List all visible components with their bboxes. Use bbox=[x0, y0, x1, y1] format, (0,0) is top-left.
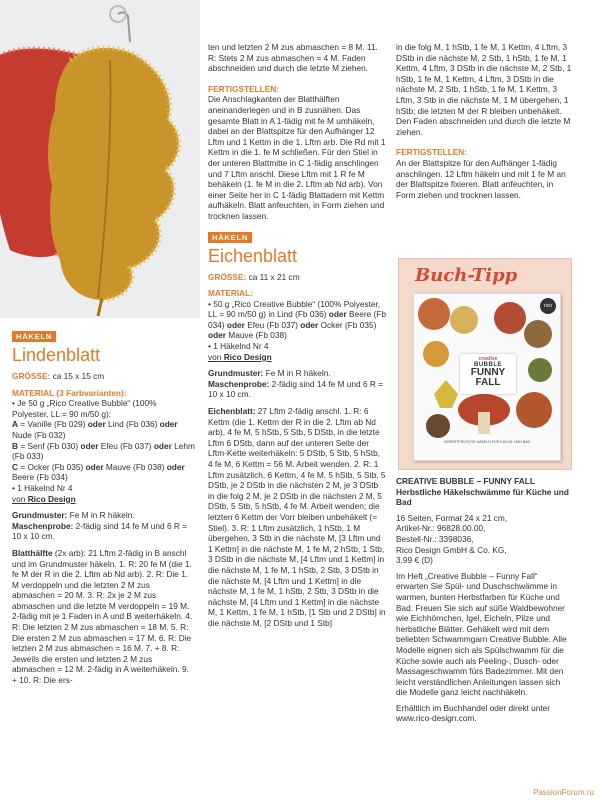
column-right bbox=[396, 42, 574, 206]
book-info bbox=[396, 476, 572, 729]
pattern-title-2: Eichenblatt bbox=[208, 245, 298, 266]
pattern-title: Lindenblatt bbox=[12, 345, 101, 365]
book-heading: CREATIVE BUBBLE – FUNNY FALL Herbstliche Häkelschwämme für Küche und Bad bbox=[396, 476, 569, 508]
size-line: GRÖSSE: ca 15 x 15 cm bbox=[12, 371, 105, 381]
lindenblatt-continuation: ten und letzten 2 M zus abmaschen = 8 M. 11. R: Stets 2 M zus abmaschen = 4 M. Faden abschneiden und durch die letzte M ziehen. bbox=[208, 42, 378, 74]
size-line-2: GRÖSSE: ca 11 x 21 cm bbox=[208, 271, 300, 282]
material-block: MATERIAL (3 Farbvarianten): • Je 50 g „Rico Creative Bubble“ (100% Polyester, LL = 90 m/50 g): A = Vanille (Fb 029) oder Lind (Fb 036) oder Nude (Fb 032) B = Senf (Fb 030) oder Efeu (Fb 037) oder Lehm (Fb 033) C = Ocker (Fb 035) oder Mauve (Fb 038) oder Beere (Fb 034) • 1 Häkelnd Nr 4 von Rico Design bbox=[12, 387, 195, 504]
grundmuster-2: Grundmuster: Fe M in R häkeln. Maschenprobe: 2-fädig sind 14 fe M und 6 R = 10 x 10 cm. bbox=[208, 368, 384, 400]
column-lindenblatt bbox=[12, 331, 195, 692]
cover-subtitle: HERBSTFRÜCHTE HÄKELN FÜR KÜCHE UND BAD bbox=[443, 440, 531, 444]
fertigstellen-2: FERTIGSTELLEN: An der Blattspitze für den Aufhänger 1-fädig anschlingen. 12 Lftm häkeln und mit 1 fe M an der Blattspitze fixieren. Blatt anfeuchten, in Form ziehen und trocknen lassen. bbox=[396, 147, 566, 200]
column-middle bbox=[208, 42, 386, 635]
book-tip-box bbox=[398, 258, 572, 470]
book-shop: Erhältlich im Buchhandel oder direkt unter www.rico-design.com. bbox=[396, 702, 551, 724]
leaf-photo bbox=[0, 0, 200, 318]
book-tip-title: Buch-Tipp bbox=[415, 265, 518, 286]
grundmuster: Grundmuster: Fe M in R häkeln. Maschenprobe: 2-fädig sind 14 fe M und 6 R = 10 x 10 cm. bbox=[12, 510, 188, 542]
material-block-2: MATERIAL: • 50 g „Rico Creative Bubble“ (100% Polyester, LL = 90 m/50 g) in Lind (Fb 036) oder Beere (Fb 034) oder Efeu (Fb 037) oder Ocker (Fb 035) oder Mauve (Fb 038) • 1 Häkelnd Nr 4 von Rico Design bbox=[208, 288, 386, 362]
cover-badge: creative BUBBLE FUNNY FALL bbox=[460, 354, 516, 394]
section-tag: HÄKELN bbox=[12, 331, 56, 342]
eichenblatt-instructions: Eichenblatt: 27 Lftm 2-fädig anschl. 1. R: 6 Kettm (die 1. Kettm der R in die 2. Lftm ab Nd arb), 4 fe M, 5 hStb, 5 Stb, 5 DStb, in die letzte Lftm 6 DStb, dann auf der unteren Seite der Lftm-Kette weiterhäkeln: 5 DStb, 5 Stb, 5 hStb, 4 fe M, 6 Kettm = 56 M. Arbeit wenden. 2. R: 1 Lftm zusätzlich, 6 Kettm, 4 fe M, 5 hStb, 5 Stb, 5 DStb, je 2 DStb in die nächsten 2 M, je 3 DStb in die folg 2 M, je 2 DStb in die nächsten 2 M, 5 DStb, 5 Stb, 5 hStb, 4 fe M. Arbeit wenden; die letzten 6 Kettm der Vorr bleiben unbehäkelt (= Stiel). 3. R: 1 Lftm zusätzlich, 1 hStb, 1 M übergehen, 3 Stb in die nächste M, [3 Lftm und 1 Kettm] in die nächste M, 1 fe M, 2 hStb, 1 Stb, 3 DStb in die nächste M, [4 Lftm und 1 Kettm] in die nächste M, 1 fe M, 1 hStb, 2 Stb, 3 DStb in die nächste M, [4 Lftm und 1 Kettm] in die nächste M, 1 fe M, 1 hStb, 2 Stb, 3 DStb in die nächste M, [4 Lftm und 1 Kettm] in die nächste M, 1 Kettm, 1 fe M, 1 hStb, [1 Stb und 2 DStb] in die nächste M, [2 DStb und 1 Stb] bbox=[208, 406, 386, 628]
book-description: Im Heft „Creative Bubble – Funny Fall“ erwarten Sie Spül- und Duschschwämme in warmen, bunten Herbstfarben für Küche und Bad. Freuen Sie sich auf süße Waldbewohner wie Eichhörnchen, Igel, Eicheln, Pilze und herbstliche Blätter. Gehäkelt wird mit dem beliebten Schwammgarn Creative Bubble. Alle Modelle eignen sich als Spülschwamm für die Küche sowie auch als Peeling-, Dusch- oder Massageschwamm fürs Badezimmer. Mit den leicht verständlichen Anleitungen lassen sich die Modelle ganz leicht nachhäkeln. bbox=[396, 570, 567, 698]
book-cover bbox=[413, 293, 561, 461]
blatthaelfte-instructions: Blatthälfte (2x arb): 21 Lftm 2-fädig in B anschl und im Grundmuster häkeln. 1. R: 20 fe M (die 1. fe M der R in die 2. Lftm ab Nd arb). 2. R: Die 1. M verdoppeln und die letzten 2 M zus abmaschen = 20 M. 3. R: 2x je 2 M zus abmaschen und die letzte M verdoppeln = 19 M. 2-fädig mit je 1 Faden in A und B weiterhäkeln. 4. R: Die letzten 2 M zus abmaschen = 18 M. 5. R: Die ersten 2 M zus abmaschen = 17 M. 6. R: Die letzten 2 M zus abmaschen = 16 M. 7. + 8. R: Jeweils die ersten und letzten 2 M zus abmaschen = 12 M. 2-fädig in A weiterhäkeln. 9. + 10. R: Die ers- bbox=[12, 547, 193, 686]
fertigstellen-1: FERTIGSTELLEN: Die Anschlagkanten der Blatthälften aneinanderlegen und in B zusnähen. Das gesamte Blatt in A 1-fädig mit fe M umhäkeln, dabei an der Blattspitze für den Aufhänger 12 Lftm und 1 Kettm in die 1. Lftm arb. Die Rd mit 1 Kettm in die 1. fe M schließen. Für den Stiel in der unteren Blattmitte in C 1-fädig anschlingen und 7 Lftm anschl. Diese Lftm mit 1 R fe M behäkeln (1. fe M in die 2. Lftm ab Nd arb). Von einer Seite her in C 1-fädig Blattadern mit Kettm aufhäkeln. Blatt anfeuchten, in Form ziehen und trocknen lassen. bbox=[208, 83, 386, 221]
watermark: PassionForum.ru bbox=[533, 788, 594, 797]
section-tag-2: HÄKELN bbox=[208, 232, 252, 243]
rico-logo: rico bbox=[540, 298, 556, 314]
book-details: 16 Seiten, Format 24 x 21 cm, Artikel-Nr.: 96828.00.00, Bestell-Nr.: 3398036, Rico Design GmbH & Co. KG, 3,99 € (D) bbox=[396, 512, 508, 566]
eichenblatt-continuation: in die folg M, 1 hStb, 1 fe M, 1 Kettm, 4 Lftm, 3 DStb in die nächste M, 2 Stb, 1 hStb, 1 fe M, 1 Kettm, 4 Lftm, 3 DStb in die nächste M, 2 Stb, 1 hStb, 1 fe M, 1 Kettm, 4 Lftm, 3 DStb in die nächste M, 2 Stb, 1 hStb, 1 fe M, 1 Kettm, 3 Lftm, 3 Stb in die nächste M, 1 M übergehen, 1 hStb; die letzten M der R bleiben unbehäkelt. Den Faden abschneiden und durch die letzte M ziehen. bbox=[396, 42, 572, 137]
